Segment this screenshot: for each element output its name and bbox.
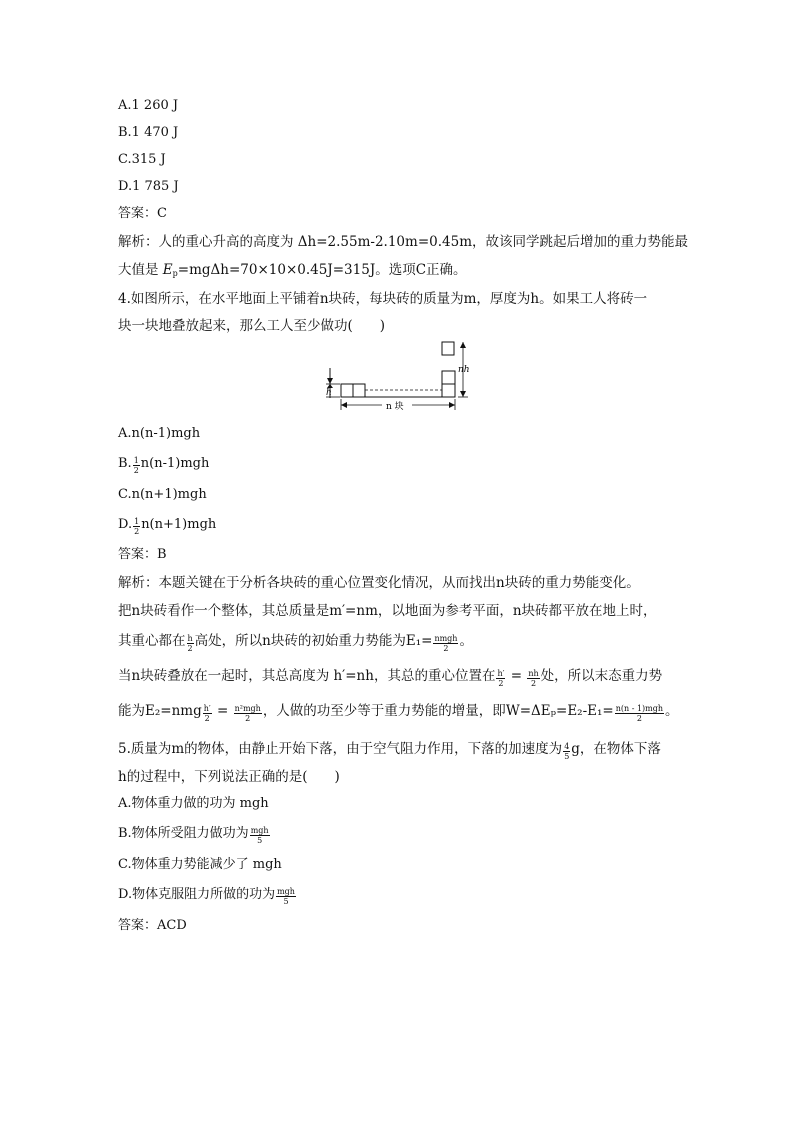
answer-q3: 答案：C bbox=[118, 206, 167, 221]
q4-option-a: A.n(n-1)mgh bbox=[118, 426, 201, 441]
analysis-q4-line2: 把n块砖看作一个整体，其总质量是m′=nm，以地面为参考平面，n块砖都平放在地上时， bbox=[118, 603, 657, 619]
q5-option-c: C.物体重力势能减少了 mgh bbox=[118, 857, 282, 872]
analysis-q4-line3: 其重心都在 $\frac{h}{2}$ 高处，所以n块砖的初始重力势能为E₁= $\frac{\text{nmgh}}{2}$ 。 bbox=[118, 633, 473, 653]
option-c: C.315 J bbox=[118, 152, 166, 167]
q5-option-a: A.物体重力做的功为 mgh bbox=[118, 796, 269, 811]
q4-stem-line2: 块一块地叠放起来，那么工人至少做功( ) bbox=[118, 318, 386, 334]
analysis-q4-line5: 能为E₂=nmg $\frac{h'}{2}$ = $\frac{\text{n²mgh}}{2}$ ，人做的功至少等于重力势能的增量，即W=ΔEₚ=E₂-E₁= $\frac{\text{n(n - 1)mgh}}{2}$ 。 bbox=[118, 703, 679, 723]
brick-stack-figure bbox=[322, 338, 472, 414]
label-n-blocks: n 块 bbox=[386, 402, 404, 412]
analysis-q3-line2: 大值是 $E_p=mg\Delta h=70\times 10\times 0.45J=315J$。选项C正确。 bbox=[118, 262, 467, 278]
answer-q4: 答案：B bbox=[118, 547, 167, 562]
analysis-q4-line1: 解析：本题关键在于分析各块砖的重心位置变化情况，从而找出n块砖的重力势能变化。 bbox=[118, 575, 640, 591]
q5-stem-line2: h的过程中，下列说法正确的是( ) bbox=[118, 769, 340, 785]
option-a: A.1 260 J bbox=[118, 98, 179, 113]
q5-option-b: B.物体所受阻力做功为 $\frac{\text{mgh}}{5}$ bbox=[118, 826, 269, 845]
q4-option-c: C.n(n+1)mgh bbox=[118, 487, 207, 502]
option-b: B.1 470 J bbox=[118, 125, 179, 140]
analysis-q4-line4: 当n块砖叠放在一起时，其总高度为 h′=nh，其总的重心位置在 $\frac{h'}{2}$ = $\frac{nh}{2}$ 处，所以末态重力势 bbox=[118, 668, 663, 688]
q5-stem-line1: 5.质量为m的物体，由静止开始下落，由于空气阻力作用，下落的加速度为 $\frac{4}{5}$ g，在物体下落 bbox=[118, 741, 661, 761]
brick-left-1 bbox=[341, 384, 353, 397]
brick-stack-2 bbox=[442, 384, 455, 397]
label-nh: nh bbox=[458, 365, 470, 375]
q4-option-b: B. $\frac{1}{2}$ n(n-1)mgh bbox=[118, 456, 210, 475]
analysis-q3-line1: 解析：人的重心升高的高度为 Δh=2.55m-2.10m=0.45m，故该同学跳起后增加的重力势能最 bbox=[118, 234, 688, 250]
label-h: h bbox=[326, 388, 332, 398]
brick-lifted bbox=[442, 342, 454, 355]
answer-q5: 答案：ACD bbox=[118, 918, 187, 933]
q4-stem-line1: 4.如图所示，在水平地面上平铺着n块砖，每块砖的质量为m，厚度为h。如果工人将砖一 bbox=[118, 291, 648, 307]
brick-left-2 bbox=[353, 384, 365, 397]
q4-option-d: D. $\frac{1}{2}$ n(n+1)mgh bbox=[118, 517, 217, 536]
q5-option-d: D.物体克服阻力所做的功为 $\frac{\text{mgh}}{5}$ bbox=[118, 887, 295, 906]
brick-stack-1 bbox=[442, 371, 455, 384]
option-d: D.1 785 J bbox=[118, 179, 179, 194]
